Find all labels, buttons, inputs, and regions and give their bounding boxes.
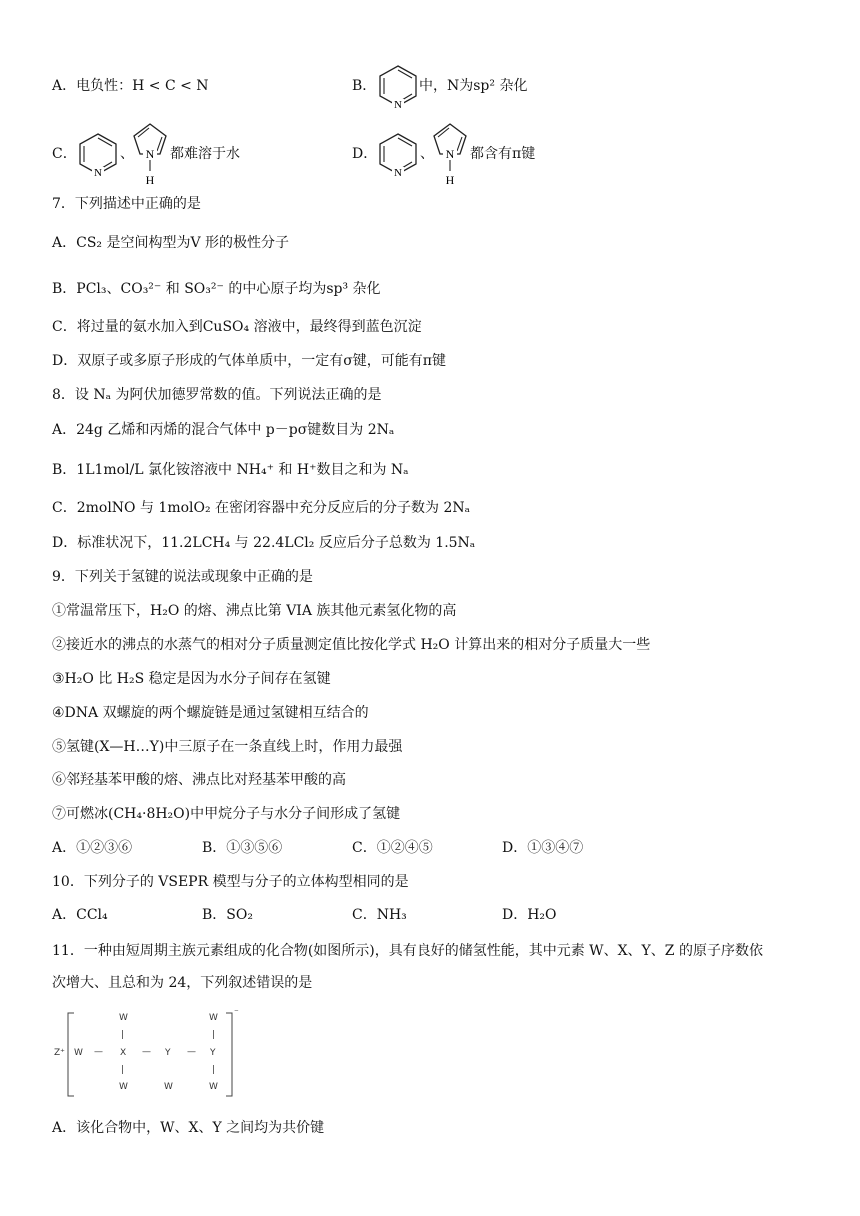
q9-option-b: B．①③⑤⑥ <box>202 840 283 856</box>
q8-option-a: A．24g 乙烯和丙烯的混合气体中 p－pσ键数目为 2Nₐ <box>52 422 395 438</box>
bond-horizontal: — <box>187 1047 196 1057</box>
svg-text:H: H <box>145 173 155 187</box>
z-cation: Z⁺ <box>54 1048 65 1058</box>
q6-option-d-prefix: D． <box>352 146 378 162</box>
q6-option-c-prefix: C． <box>52 146 77 162</box>
bond-vertical: | <box>121 1030 125 1040</box>
pyridine-structure-b <box>375 62 421 110</box>
atom-w-left: W <box>74 1048 83 1058</box>
q7-option-b: B．PCl₃、CO₃²⁻ 和 SO₃²⁻ 的中心原子均为sp³ 杂化 <box>52 281 381 297</box>
q11-structure-diagram <box>52 1010 242 1100</box>
atom-w-bottom: W <box>164 1082 173 1092</box>
q9-item: ⑤氢键(X—H…Y)中三原子在一条直线上时，作用力最强 <box>52 739 403 755</box>
atom-y-middle: Y <box>165 1048 171 1058</box>
q6-option-b-text: 中，N为sp² 杂化 <box>419 78 528 94</box>
q6-option-c-sep: 、 <box>120 146 134 162</box>
q7-option-a: A．CS₂ 是空间构型为V 形的极性分子 <box>52 235 290 251</box>
pyrrole-structure-d <box>430 118 470 188</box>
q7-option-c: C．将过量的氨水加入到CuSO₄ 溶液中，最终得到蓝色沉淀 <box>52 319 422 335</box>
q9-option-a: A．①②③⑥ <box>52 840 133 856</box>
bond-vertical: | <box>212 1030 216 1040</box>
q8-option-b: B．1L1mol/L 氯化铵溶液中 NH₄⁺ 和 H⁺数目之和为 Nₐ <box>52 462 409 478</box>
q11-stem-line1: 11．一种由短周期主族元素组成的化合物(如图所示)，具有良好的储氢性能，其中元素 W、X、Y、Z 的原子序数依 <box>52 943 763 959</box>
q7-stem: 7．下列描述中正确的是 <box>52 196 201 212</box>
q6-option-a: A．电负性：H < C < N <box>52 78 209 94</box>
atom-w-bottom: W <box>119 1082 128 1092</box>
q11-option-a: A．该化合物中，W、X、Y 之间均为共价键 <box>52 1120 325 1136</box>
q9-option-d: D．①③④⑦ <box>502 840 584 856</box>
svg-text:N: N <box>394 167 402 178</box>
q9-item: ⑦可燃冰(CH₄·8H₂O)中甲烷分子与水分子间形成了氢键 <box>52 806 401 822</box>
svg-text:H: H <box>445 173 455 187</box>
bond-vertical: | <box>212 1065 216 1075</box>
q10-stem: 10．下列分子的 VSEPR 模型与分子的立体构型相同的是 <box>52 874 409 890</box>
q9-item: ③H₂O 比 H₂S 稳定是因为水分子间存在氢键 <box>52 671 331 687</box>
pyridine-n-label: N <box>394 99 402 110</box>
atom-w-top: W <box>119 1013 128 1023</box>
q9-item: ④DNA 双螺旋的两个螺旋链是通过氢键相互结合的 <box>52 705 369 721</box>
pyridine-structure-c <box>75 130 121 178</box>
atom-x: X <box>120 1048 127 1058</box>
atom-w-top-right: W <box>209 1013 218 1023</box>
q11-stem-line2: 次增大、且总和为 24，下列叙述错误的是 <box>52 975 313 991</box>
q9-item: ①常温常压下，H₂O 的熔、沸点比第 VIA 族其他元素氢化物的高 <box>52 603 457 619</box>
q9-item: ②接近水的沸点的水蒸气的相对分子质量测定值比按化学式 H₂O 计算出来的相对分子质量大一些 <box>52 637 651 653</box>
q6-option-c-text: 都难溶于水 <box>170 146 240 162</box>
svg-text:N: N <box>94 167 102 178</box>
pyrrole-structure-c <box>130 118 170 188</box>
q10-option-d: D．H₂O <box>502 907 557 923</box>
q7-option-d: D．双原子或多原子形成的气体单质中，一定有σ键，可能有π键 <box>52 353 446 369</box>
bond-horizontal: — <box>94 1047 103 1057</box>
q6-option-b-prefix: B． <box>352 78 377 94</box>
pyridine-structure-d <box>375 130 421 178</box>
bond-vertical: | <box>121 1065 125 1075</box>
q9-item: ⑥邻羟基苯甲酸的熔、沸点比对羟基苯甲酸的高 <box>52 772 346 788</box>
atom-y-right: Y <box>210 1048 216 1058</box>
svg-text:N: N <box>145 147 155 161</box>
q9-option-c: C．①②④⑤ <box>352 840 433 856</box>
q8-option-d: D．标准状况下，11.2LCH₄ 与 22.4LCl₂ 反应后分子总数为 1.5Nₐ <box>52 535 476 551</box>
bond-horizontal: — <box>142 1047 151 1057</box>
q10-option-c: C．NH₃ <box>352 907 407 923</box>
atom-w-bottom: W <box>209 1082 218 1092</box>
q8-stem: 8．设 Nₐ 为阿伏加德罗常数的值。下列说法正确的是 <box>52 387 382 403</box>
q10-option-b: B．SO₂ <box>202 907 253 923</box>
q10-option-a: A．CCl₄ <box>52 907 108 923</box>
svg-text:N: N <box>445 147 455 161</box>
q8-option-c: C．2molNO 与 1molO₂ 在密闭容器中充分反应后的分子数为 2Nₐ <box>52 500 471 516</box>
anion-charge: ⁻ <box>234 1008 239 1018</box>
q6-option-d-sep: 、 <box>420 146 434 162</box>
q9-stem: 9．下列关于氢键的说法或现象中正确的是 <box>52 569 313 585</box>
q6-option-d-text: 都含有π键 <box>470 146 536 162</box>
